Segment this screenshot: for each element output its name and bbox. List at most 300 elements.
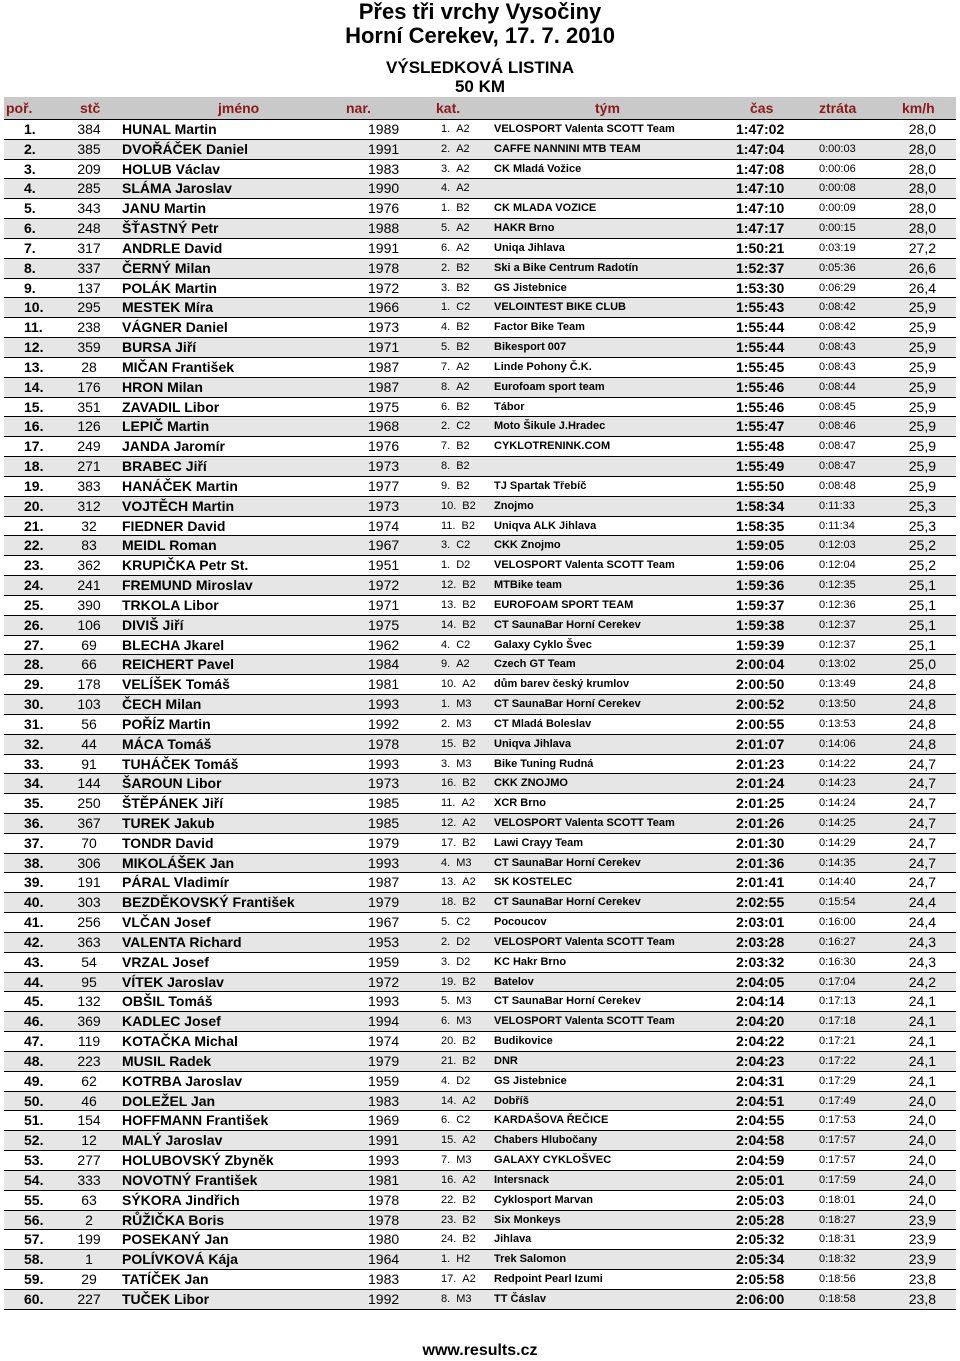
category-cell	[441, 1032, 476, 1051]
name-cell: HOFFMANN František	[122, 1112, 269, 1129]
name-cell: POLÍVKOVÁ Kája	[122, 1251, 238, 1268]
loss-cell: 0:16:27	[819, 935, 856, 948]
rank-cell: 9.	[24, 279, 36, 296]
header-name: jméno	[218, 100, 260, 116]
start-number-cell: 337	[77, 259, 101, 276]
speed-cell: 24,0	[908, 1112, 936, 1129]
header-speed: km/h	[902, 100, 935, 116]
rank-cell: 14.	[24, 378, 44, 395]
category-cell	[441, 834, 476, 853]
name-cell: NOVOTNÝ František	[122, 1171, 258, 1188]
speed-cell: 24,8	[908, 676, 936, 693]
start-number-cell: 178	[77, 676, 101, 693]
speed-cell: 28,0	[908, 200, 936, 217]
time-cell: 1:47:08	[736, 160, 785, 177]
loss-cell: 0:17:04	[819, 975, 856, 988]
category-rank: 3.	[441, 162, 451, 175]
table-row	[4, 279, 956, 299]
category-code: B2	[462, 777, 476, 790]
birth-year-cell: 1985	[368, 814, 400, 831]
category-code: D2	[456, 955, 471, 968]
speed-cell: 25,9	[908, 438, 936, 455]
category-code: M3	[456, 698, 472, 711]
rank-cell: 44.	[24, 973, 44, 990]
name-cell: POLÁK Martin	[122, 279, 217, 296]
rank-cell: 55.	[24, 1191, 44, 1208]
loss-cell: 0:17:59	[819, 1173, 856, 1186]
loss-cell: 0:17:22	[819, 1054, 856, 1067]
category-rank: 4.	[441, 182, 451, 195]
team-cell: CT SaunaBar Horní Cerekev	[494, 995, 641, 1008]
category-rank: 21.	[441, 1054, 457, 1067]
category-cell	[441, 1151, 471, 1170]
category-rank: 2.	[441, 142, 451, 155]
name-cell: VOJTĚCH Martin	[122, 497, 235, 514]
rank-cell: 11.	[24, 319, 43, 336]
start-number-cell: 137	[77, 279, 101, 296]
time-cell: 1:52:37	[736, 259, 785, 276]
category-code: A2	[462, 816, 476, 829]
time-cell: 2:00:04	[736, 656, 785, 673]
table-row	[4, 160, 956, 180]
birth-year-cell: 1991	[368, 1132, 400, 1149]
loss-cell: 0:18:56	[819, 1273, 856, 1286]
name-cell: BEZDĚKOVSKÝ František	[122, 894, 295, 911]
speed-cell: 24,4	[908, 894, 936, 911]
category-code: C2	[456, 539, 471, 552]
birth-year-cell: 1971	[368, 339, 400, 356]
category-rank: 2.	[441, 935, 451, 948]
birth-year-cell: 1975	[368, 398, 400, 415]
team-cell: VELOSPORT Valenta SCOTT Team	[494, 123, 675, 135]
category-code: B2	[462, 1054, 476, 1067]
category-code: M3	[456, 856, 472, 869]
team-cell: Lawi Crayy Team	[494, 836, 584, 849]
rank-cell: 34.	[24, 775, 44, 792]
birth-year-cell: 1984	[368, 656, 400, 673]
loss-cell: 0:16:30	[819, 955, 856, 968]
results-table-header	[4, 97, 956, 120]
name-cell: OBŠIL Tomáš	[122, 993, 213, 1010]
loss-cell: 0:18:27	[819, 1213, 856, 1226]
start-number-cell: 367	[77, 814, 101, 831]
team-cell: VELOSPORT Valenta SCOTT Team	[494, 816, 675, 829]
birth-year-cell: 1978	[368, 1211, 400, 1228]
category-rank: 13.	[441, 876, 457, 889]
time-cell: 2:04:31	[736, 1072, 785, 1089]
category-rank: 12.	[441, 816, 457, 829]
birth-year-cell: 1972	[368, 973, 400, 990]
rank-cell: 26.	[24, 616, 44, 633]
birth-year-cell: 1992	[368, 1290, 400, 1307]
speed-cell: 28,0	[908, 121, 936, 137]
table-row	[4, 120, 956, 140]
start-number-cell: 54	[81, 953, 97, 970]
start-number-cell: 62	[81, 1072, 97, 1089]
loss-cell: 0:08:42	[819, 321, 856, 334]
category-rank: 22.	[441, 1193, 457, 1206]
birth-year-cell: 1966	[368, 299, 400, 316]
loss-cell: 0:03:19	[819, 241, 856, 254]
loss-cell: 0:12:35	[819, 579, 856, 592]
loss-cell: 0:14:23	[819, 777, 856, 790]
category-cell	[441, 358, 470, 377]
table-row	[4, 715, 956, 735]
table-row	[4, 636, 956, 656]
category-code: D2	[456, 559, 471, 572]
rank-cell: 3.	[24, 160, 36, 177]
name-cell: SÝKORA Jindřich	[122, 1191, 240, 1208]
time-cell: 1:55:49	[736, 458, 785, 475]
name-cell: ČECH Milan	[122, 696, 202, 713]
birth-year-cell: 1972	[368, 279, 400, 296]
category-cell	[441, 556, 470, 575]
team-cell: DNR	[494, 1054, 518, 1067]
start-number-cell: 256	[77, 914, 101, 931]
time-cell: 2:05:01	[736, 1171, 785, 1188]
team-cell: CKK Znojmo	[494, 539, 561, 552]
category-code: H2	[456, 1253, 471, 1266]
category-rank: 16.	[441, 777, 457, 790]
category-rank: 6.	[441, 400, 451, 413]
category-cell	[441, 655, 470, 674]
time-cell: 2:06:00	[736, 1290, 785, 1307]
category-code: B2	[462, 1213, 476, 1226]
name-cell: TRKOLA Libor	[122, 596, 219, 613]
team-cell: Bike Tuning Rudná	[494, 757, 594, 770]
category-code: A2	[456, 123, 470, 135]
category-cell	[441, 636, 470, 655]
category-code: B2	[462, 1233, 476, 1246]
start-number-cell: 383	[77, 477, 101, 494]
time-cell: 1:53:30	[736, 279, 785, 296]
rank-cell: 24.	[24, 577, 44, 594]
category-rank: 11.	[441, 797, 456, 810]
category-cell	[441, 318, 470, 337]
birth-year-cell: 1971	[368, 596, 400, 613]
category-code: B2	[456, 261, 470, 274]
loss-cell: 0:08:47	[819, 440, 856, 453]
table-row	[4, 358, 956, 378]
team-cell: Six Monkeys	[494, 1213, 561, 1226]
category-rank: 9.	[441, 658, 451, 671]
start-number-cell: 390	[77, 596, 101, 613]
team-cell: Znojmo	[494, 499, 534, 512]
name-cell: HOLUBOVSKÝ Zbyněk	[122, 1152, 274, 1169]
table-row	[4, 873, 956, 893]
loss-cell: 0:00:06	[819, 162, 856, 175]
loss-cell: 0:14:22	[819, 757, 856, 770]
speed-cell: 28,0	[908, 180, 936, 197]
category-cell	[441, 1072, 470, 1091]
birth-year-cell: 1969	[368, 1112, 400, 1129]
category-cell	[441, 715, 471, 734]
start-number-cell: 154	[77, 1112, 101, 1129]
birth-year-cell: 1983	[368, 1092, 400, 1109]
table-row	[4, 655, 956, 675]
name-cell: BLECHA Jkarel	[122, 636, 225, 653]
birth-year-cell: 1981	[368, 676, 400, 693]
team-cell: GS Jistebnice	[494, 281, 567, 294]
start-number-cell: 2	[85, 1211, 93, 1228]
rank-cell: 53.	[24, 1152, 44, 1169]
category-code: B2	[456, 400, 470, 413]
category-rank: 9.	[441, 479, 451, 492]
category-code: M3	[456, 1154, 472, 1167]
start-number-cell: 32	[81, 517, 97, 534]
category-rank: 1.	[441, 559, 451, 572]
table-row	[4, 893, 956, 913]
loss-cell: 0:05:36	[819, 261, 856, 274]
category-rank: 1.	[441, 301, 451, 314]
rank-cell: 42.	[24, 933, 44, 950]
birth-year-cell: 1976	[368, 200, 400, 217]
speed-cell: 25,9	[908, 358, 936, 375]
category-cell	[441, 140, 470, 159]
start-number-cell: 363	[77, 933, 101, 950]
category-code: M3	[456, 757, 472, 770]
category-code: M3	[456, 717, 472, 730]
rank-cell: 17.	[24, 438, 44, 455]
time-cell: 1:59:38	[736, 616, 785, 633]
loss-cell: 0:12:03	[819, 539, 856, 552]
category-cell	[441, 457, 470, 476]
birth-year-cell: 1979	[368, 834, 400, 851]
table-row	[4, 1111, 956, 1131]
table-row	[4, 1151, 956, 1171]
category-code: B2	[456, 202, 470, 215]
speed-cell: 23,9	[908, 1251, 936, 1268]
team-cell: VELOSPORT Valenta SCOTT Team	[494, 559, 675, 572]
start-number-cell: 248	[77, 220, 101, 237]
start-number-cell: 12	[81, 1132, 97, 1149]
team-cell: Linde Pohony Č.K.	[494, 360, 592, 373]
time-cell: 1:59:37	[736, 596, 785, 613]
loss-cell: 0:00:09	[819, 202, 856, 215]
category-code: C2	[456, 420, 471, 433]
name-cell: KOTRBA Jaroslav	[122, 1072, 243, 1089]
category-rank: 5.	[441, 341, 451, 354]
speed-cell: 25,3	[908, 517, 936, 534]
rank-cell: 32.	[24, 735, 44, 752]
start-number-cell: 70	[81, 834, 97, 851]
table-row	[4, 199, 956, 219]
table-row	[4, 695, 956, 715]
birth-year-cell: 1967	[368, 537, 400, 554]
name-cell: JANDA Jaromír	[122, 438, 225, 455]
loss-cell: 0:11:33	[819, 499, 855, 512]
time-cell: 2:04:58	[736, 1132, 785, 1149]
loss-cell: 0:18:58	[819, 1292, 856, 1305]
name-cell: MALÝ Jaroslav	[122, 1132, 223, 1149]
birth-year-cell: 1978	[368, 259, 400, 276]
time-cell: 2:00:55	[736, 715, 785, 732]
birth-year-cell: 1978	[368, 1191, 400, 1208]
loss-cell: 0:14:25	[819, 816, 856, 829]
birth-year-cell: 1959	[368, 953, 400, 970]
speed-cell: 24,1	[908, 993, 936, 1010]
name-cell: REICHERT Pavel	[122, 656, 235, 673]
loss-cell: 0:12:36	[819, 598, 856, 611]
birth-year-cell: 1964	[368, 1251, 400, 1268]
table-row	[4, 1072, 956, 1092]
category-cell	[441, 576, 476, 595]
start-number-cell: 126	[77, 418, 101, 435]
category-cell	[441, 1131, 476, 1150]
category-code: A2	[456, 222, 470, 235]
header-category: kat.	[436, 100, 461, 116]
table-row	[4, 259, 956, 279]
name-cell: ANDRLE David	[122, 239, 223, 256]
category-code: C2	[456, 301, 471, 314]
header-team: tým	[595, 100, 620, 116]
team-cell: HAKR Brno	[494, 222, 555, 235]
birth-year-cell: 1973	[368, 775, 400, 792]
start-number-cell: 29	[81, 1271, 97, 1288]
table-row	[4, 834, 956, 854]
team-cell: Ski a Bike Centrum Radotín	[494, 261, 639, 274]
time-cell: 1:55:46	[736, 398, 785, 415]
table-row	[4, 1211, 956, 1231]
loss-cell: 0:18:32	[819, 1253, 856, 1266]
name-cell: MIČAN František	[122, 358, 235, 375]
category-rank: 20.	[441, 1035, 457, 1048]
category-rank: 3.	[441, 955, 451, 968]
loss-cell: 0:13:49	[819, 678, 856, 691]
category-code: M3	[456, 1292, 472, 1305]
table-row	[4, 437, 956, 457]
category-cell	[441, 378, 470, 397]
team-cell: Cyklosport Marvan	[494, 1193, 594, 1206]
category-cell	[441, 120, 470, 139]
header-birth-year: nar.	[346, 100, 371, 116]
category-code: A2	[456, 658, 470, 671]
speed-cell: 25,2	[908, 557, 936, 574]
speed-cell: 25,2	[908, 537, 936, 554]
loss-cell: 0:12:37	[819, 618, 856, 631]
time-cell: 1:55:50	[736, 477, 785, 494]
category-rank: 13.	[441, 598, 457, 611]
speed-cell: 24,7	[908, 874, 936, 891]
name-cell: VALENTA Richard	[122, 933, 242, 950]
time-cell: 1:50:21	[736, 239, 785, 256]
team-cell: VELOINTEST BIKE CLUB	[494, 301, 627, 314]
name-cell: RŮŽIČKA Boris	[122, 1211, 225, 1228]
speed-cell: 24,7	[908, 755, 936, 772]
name-cell: VÍTEK Jaroslav	[122, 973, 224, 990]
category-rank: 4.	[441, 856, 451, 869]
team-cell: TJ Spartak Třebíč	[494, 479, 587, 492]
speed-cell: 25,1	[908, 636, 936, 653]
loss-cell: 0:00:15	[819, 222, 856, 235]
speed-cell: 25,9	[908, 398, 936, 415]
loss-cell: 0:00:08	[819, 182, 856, 195]
category-cell	[441, 298, 470, 317]
category-cell	[441, 179, 470, 198]
category-cell	[441, 814, 476, 833]
category-code: B2	[456, 460, 470, 473]
category-rank: 16.	[441, 1173, 457, 1186]
start-number-cell: 303	[77, 894, 101, 911]
start-number-cell: 191	[77, 874, 101, 891]
speed-cell: 23,8	[908, 1290, 936, 1307]
team-cell: CT SaunaBar Horní Cerekev	[494, 698, 641, 711]
category-code: A2	[462, 876, 476, 889]
category-cell	[441, 239, 470, 258]
time-cell: 2:05:58	[736, 1271, 785, 1288]
table-row	[4, 556, 956, 576]
rank-cell: 47.	[24, 1033, 44, 1050]
birth-year-cell: 1951	[368, 557, 400, 574]
loss-cell: 0:08:46	[819, 420, 856, 433]
header-start-number: stč	[80, 100, 101, 116]
category-code: A2	[462, 1134, 476, 1147]
category-cell	[441, 873, 476, 892]
start-number-cell: 223	[77, 1052, 101, 1069]
name-cell: JANU Martin	[122, 200, 207, 217]
name-cell: ŠŤASTNÝ Petr	[122, 220, 219, 237]
team-cell: Intersnack	[494, 1173, 550, 1186]
loss-cell: 0:13:53	[819, 717, 856, 730]
category-cell	[441, 755, 471, 774]
category-cell	[441, 160, 470, 179]
category-cell	[441, 933, 470, 952]
start-number-cell: 359	[77, 339, 101, 356]
table-row	[4, 497, 956, 517]
birth-year-cell: 1994	[368, 1013, 400, 1030]
team-cell: SK KOSTELEC	[494, 876, 573, 889]
rank-cell: 18.	[24, 458, 44, 475]
start-number-cell: 106	[77, 616, 101, 633]
time-cell: 2:04:05	[736, 973, 785, 990]
team-cell: VELOSPORT Valenta SCOTT Team	[494, 1015, 675, 1028]
category-rank: 12.	[441, 579, 457, 592]
birth-year-cell: 1993	[368, 696, 400, 713]
category-rank: 2.	[441, 261, 451, 274]
time-cell: 1:55:44	[736, 319, 785, 336]
category-cell	[441, 398, 470, 417]
name-cell: FIEDNER David	[122, 517, 226, 534]
loss-cell: 0:17:53	[819, 1114, 856, 1127]
start-number-cell: 238	[77, 319, 101, 336]
time-cell: 2:04:14	[736, 993, 785, 1010]
birth-year-cell: 1983	[368, 1271, 400, 1288]
loss-cell: 0:13:50	[819, 698, 856, 711]
category-code: A2	[462, 1173, 476, 1186]
table-row	[4, 318, 956, 338]
category-code: A2	[462, 1273, 476, 1286]
team-cell: CK MLADA VOZICE	[494, 202, 597, 215]
category-code: B2	[456, 281, 470, 294]
time-cell: 2:01:07	[736, 735, 785, 752]
loss-cell: 0:16:00	[819, 916, 856, 929]
time-cell: 1:59:06	[736, 557, 785, 574]
page-title: Přes tři vrchy Vysočiny	[358, 0, 602, 24]
category-cell	[441, 1230, 476, 1249]
category-rank: 24.	[441, 1233, 457, 1246]
category-rank: 17.	[441, 1273, 457, 1286]
rank-cell: 6.	[24, 220, 36, 237]
rank-cell: 5.	[24, 200, 36, 217]
rank-cell: 39.	[24, 874, 44, 891]
category-cell	[441, 219, 470, 238]
name-cell: TUREK Jakub	[122, 814, 215, 831]
team-cell: Chabers Hlubočany	[494, 1134, 598, 1147]
rank-cell: 59.	[24, 1271, 44, 1288]
name-cell: PÁRAL Vladimír	[122, 874, 230, 891]
time-cell: 2:04:59	[736, 1152, 785, 1169]
table-row	[4, 1270, 956, 1290]
